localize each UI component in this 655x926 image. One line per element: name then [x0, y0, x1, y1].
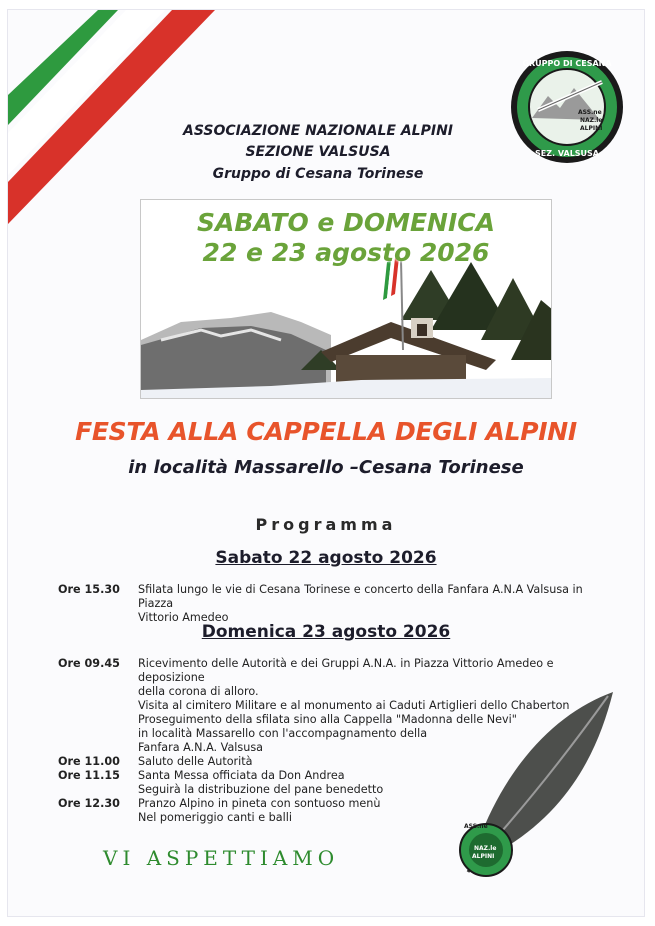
event-date-line-2: 22 e 23 agosto 2026 [202, 238, 490, 267]
day1-title: Sabato 22 agosto 2026 [215, 548, 437, 568]
alpine-leaf-icon [448, 682, 618, 882]
group-badge-icon [508, 48, 626, 166]
badge-inner-text-3: ALPINI [580, 125, 603, 132]
schedule-line: Visita al cimitero Militare e al monumento ai Caduti Artiglieri dello Chaberton [138, 699, 570, 712]
leaf-text-1: ASS.ne [464, 823, 488, 830]
org-line-1: ASSOCIAZIONE NAZIONALE ALPINI [182, 123, 453, 139]
schedule-time: Ore 15.30 [58, 583, 120, 596]
schedule-line: Saluto delle Autorità [138, 755, 253, 768]
schedule-line: Nel pomeriggio canti e balli [138, 811, 292, 824]
schedule-line: della corona di alloro. [138, 685, 259, 698]
closing-text: VI ASPETTIAMO [103, 846, 340, 870]
schedule-time: Ore 09.45 [58, 657, 120, 670]
poster-page [7, 9, 645, 917]
schedule-line: Pranzo Alpino in pineta con sontuoso menù [138, 797, 381, 810]
event-date-line-1: SABATO e DOMENICA [197, 208, 495, 237]
schedule-time: Ore 11.15 [58, 769, 120, 782]
schedule-line: Seguirà la distribuzione del pane benedetto [138, 783, 384, 796]
schedule-line: Fanfara A.N.A. Valsusa [138, 741, 264, 754]
chapel-photo [140, 199, 552, 399]
schedule-row [58, 583, 608, 625]
schedule-line: in località Massarello con l'accompagnamento della [138, 727, 428, 740]
event-title: FESTA ALLA CAPPELLA DEGLI ALPINI [75, 417, 577, 446]
badge-bottom-text: SEZ. VALSUSA [535, 149, 599, 158]
leaf-text-2: NAZ.le [474, 845, 497, 852]
day1-schedule [58, 583, 608, 625]
day2-title: Domenica 23 agosto 2026 [201, 622, 451, 642]
badge-inner-text-2: NAZ.le [580, 117, 603, 124]
leaf-text-3: ALPINI [472, 853, 495, 860]
schedule-line: Sfilata lungo le vie di Cesana Torinese e concerto della Fanfara A.N.A Valsusa in Piazza [138, 583, 583, 610]
schedule-time: Ore 12.30 [58, 797, 120, 810]
schedule-time: Ore 11.00 [58, 755, 120, 768]
schedule-line: Ricevimento delle Autorità e dei Gruppi A.N.A. in Piazza Vittorio Amedeo e deposizione [138, 657, 554, 684]
schedule-line: Proseguimento della sfilata sino alla Cappella "Madonna delle Nevi" [138, 713, 517, 726]
badge-inner-text-1: ASS.ne [578, 109, 602, 116]
schedule-line: Santa Messa officiata da Don Andrea [138, 769, 345, 782]
program-heading: Programma [255, 515, 397, 534]
schedule-line: Vittorio Amedeo [138, 611, 229, 624]
org-line-3: Gruppo di Cesana Torinese [212, 166, 424, 182]
event-location: in località Massarello –Cesana Torinese [128, 457, 524, 478]
badge-top-text: GRUPPO DI CESANA [522, 59, 612, 68]
org-line-2: SEZIONE VALSUSA [245, 144, 391, 160]
